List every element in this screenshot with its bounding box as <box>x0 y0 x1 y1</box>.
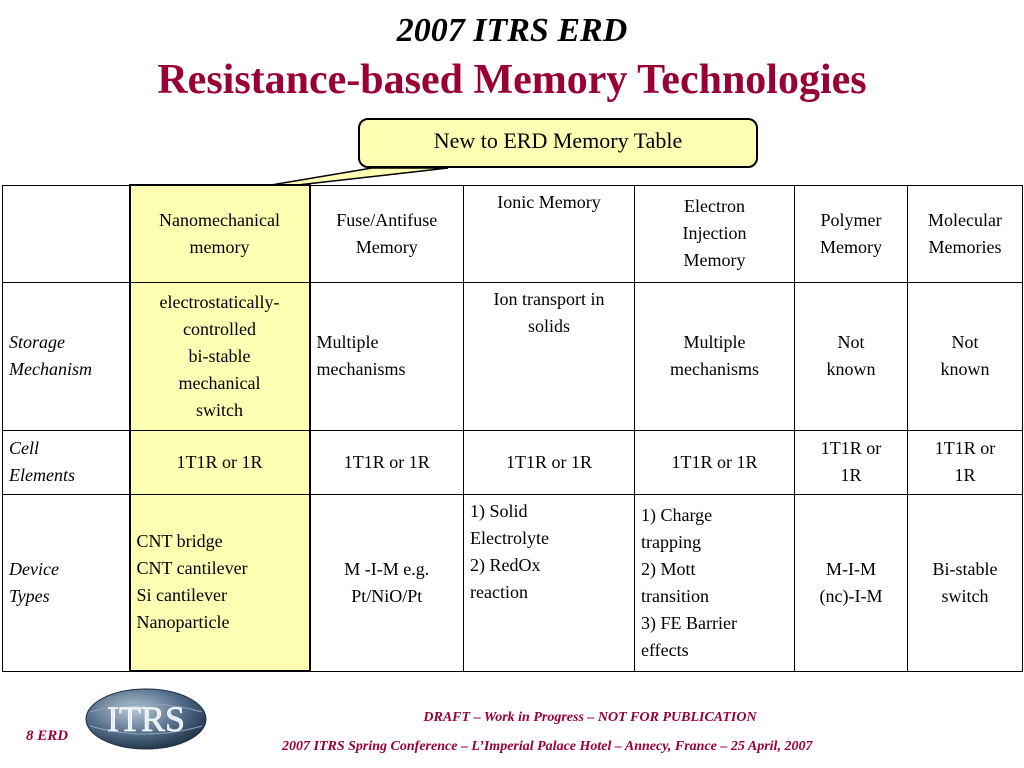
table-cell: electrostatically- controlled bi-stable mechanical switch <box>130 282 310 430</box>
table-cell: 1T1R or 1R <box>310 430 464 494</box>
corner-cell <box>3 185 130 282</box>
column-header: Ionic Memory <box>464 185 635 282</box>
table-cell: Bi-stable switch <box>908 494 1023 671</box>
table-row <box>3 282 1023 430</box>
column-header: Molecular Memories <box>908 185 1023 282</box>
conference-info: 2007 ITRS Spring Conference – L’Imperial Palace Hotel – Annecy, France – 25 April, 2007 <box>282 739 813 754</box>
table-cell: M -I-M e.g. Pt/NiO/Pt <box>310 494 464 671</box>
column-header: Fuse/Antifuse Memory <box>310 185 464 282</box>
table-cell: Multiple mechanisms <box>635 282 795 430</box>
table-cell: 1T1R or 1R <box>464 430 635 494</box>
title-year: 2007 ITRS ERD <box>396 12 628 49</box>
table-cell: Not known <box>795 282 908 430</box>
page-title: Resistance-based Memory Technologies <box>157 57 867 103</box>
column-header: Polymer Memory <box>795 185 908 282</box>
itrs-logo <box>84 688 208 750</box>
callout-box: New to ERD Memory Table <box>358 118 758 168</box>
table-cell: 1) Charge trapping 2) Mott transition 3) FE Barrier effects <box>635 494 795 671</box>
table-cell: 1T1R or 1R <box>635 430 795 494</box>
table-cell: 1T1R or 1R <box>130 430 310 494</box>
draft-notice: DRAFT – Work in Progress – NOT FOR PUBLICATION <box>423 710 757 725</box>
table-cell: Ion transport in solids <box>464 282 635 430</box>
column-header: Nanomechanical memory <box>130 185 310 282</box>
table-cell: Multiple mechanisms <box>310 282 464 430</box>
table-cell: 1T1R or 1R <box>908 430 1023 494</box>
table-cell: M-I-M (nc)-I-M <box>795 494 908 671</box>
table-row <box>3 430 1023 494</box>
svg-text:ITRS: ITRS <box>106 699 186 739</box>
row-label: Cell Elements <box>3 430 130 494</box>
memory-table <box>2 184 1023 672</box>
table-cell: 1) Solid Electrolyte 2) RedOx reaction <box>464 494 635 671</box>
row-label: Device Types <box>3 494 130 671</box>
slide-number: 8 ERD <box>26 728 69 744</box>
table-cell: CNT bridge CNT cantilever Si cantilever Nanoparticle <box>130 494 310 671</box>
table-row <box>3 494 1023 671</box>
column-header: Electron Injection Memory <box>635 185 795 282</box>
header-row <box>3 185 1023 282</box>
table-cell: 1T1R or 1R <box>795 430 908 494</box>
row-label: Storage Mechanism <box>3 282 130 430</box>
table-cell: Not known <box>908 282 1023 430</box>
